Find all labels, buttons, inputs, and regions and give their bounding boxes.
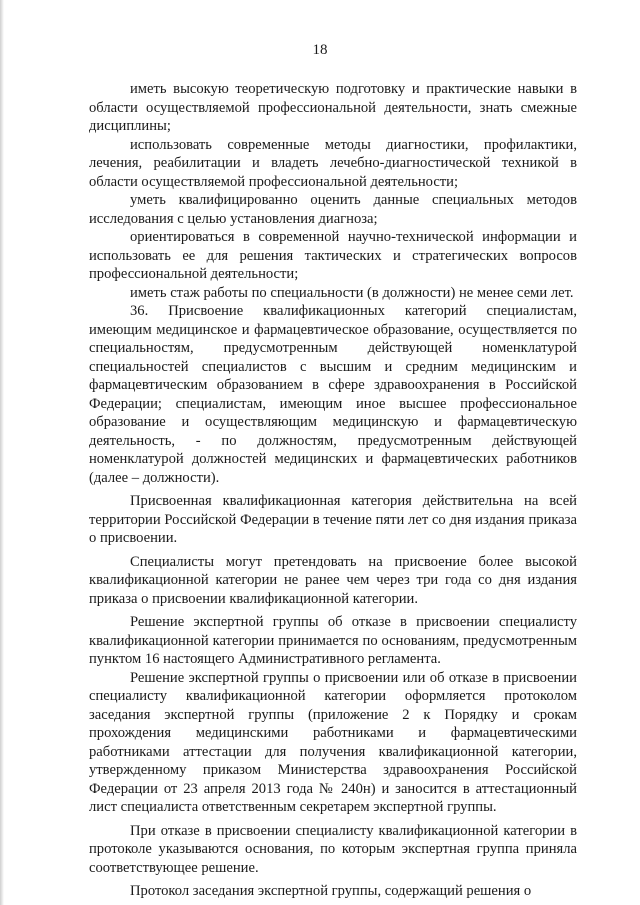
paragraph: ориентироваться в современной научно-технической информации и использовать ее для решения тактических и стратегических вопросов профессиональной деятельности; [89,229,577,282]
paragraph: уметь квалифицированно оценить данные специальных методов исследования с целью установления диагноза; [89,192,577,227]
paragraph: Решение экспертной группы об отказе в присвоении специалисту квалификационной категории принимается по основаниям, предусмотренным пунктом 16 настоящего Административного регламента. [89,614,577,667]
paragraph: Специалисты могут претендовать на присвоение более высокой квалификационной категории не ранее чем через три года со дня издания приказа о присвоении квалификационной категории. [89,553,577,607]
paragraph: иметь стаж работы по специальности (в должности) не менее семи лет. [130,284,574,301]
page-number: 18 [312,42,328,58]
paragraph: использовать современные методы диагностики, профилактики, лечения, реабилитации и владеть лечебно-диагностической техникой в области осуществляемой профессиональной деятельности; [89,136,577,190]
paragraph: иметь высокую теоретическую подготовку и практические навыки в области осуществляемой профессиональной деятельности, знать смежные дисциплины; [89,81,577,134]
document-body [89,80,577,901]
scan-edge [0,0,4,905]
paragraph: Присвоенная квалификационная категория действительна на всей территории Российской Федерации в течение пяти лет со дня издания приказа о присвоении. [89,493,577,546]
paragraph: При отказе в присвоении специалисту квалификационной категории в протоколе указываются основания, по которым экспертная группа приняла соответствующее решение. [89,822,577,876]
paragraph: Решение экспертной группы о присвоении или об отказе в присвоении специалисту квалификационной категории оформляется протоколом заседания экспертной группы (приложение 2 к Порядку и срокам прохождения медицинскими работниками и фармацевтическими работниками аттестации для получения квалификационной категории, утвержденному приказом Министерства здравоохранения Российской Федерации от 23 апреля 2013 года № 240н) и заносится в аттестационный лист специалиста ответственным секретарем экспертной группы. [89,669,577,815]
paragraph: Протокол заседания экспертной группы, содержащий решения о [130,883,532,899]
paragraph: 36. Присвоение квалификационных категорий специалистам, имеющим медицинское и фармацевтическое образование, осуществляется по специальностям, предусмотренным действующей номенклатурой специальностей специалистов с высшим и средним медицинским и фармацевтическим образованием в сфере здравоохранения в Российской Федерации; специалистам, имеющим иное высшее профессиональное образование и осуществляющим медицинскую и фармацевтическую деятельность, - по должностям, предусмотренным действующей номенклатурой должностей медицинских и фармацевтических работников (далее – должности). [89,303,577,486]
